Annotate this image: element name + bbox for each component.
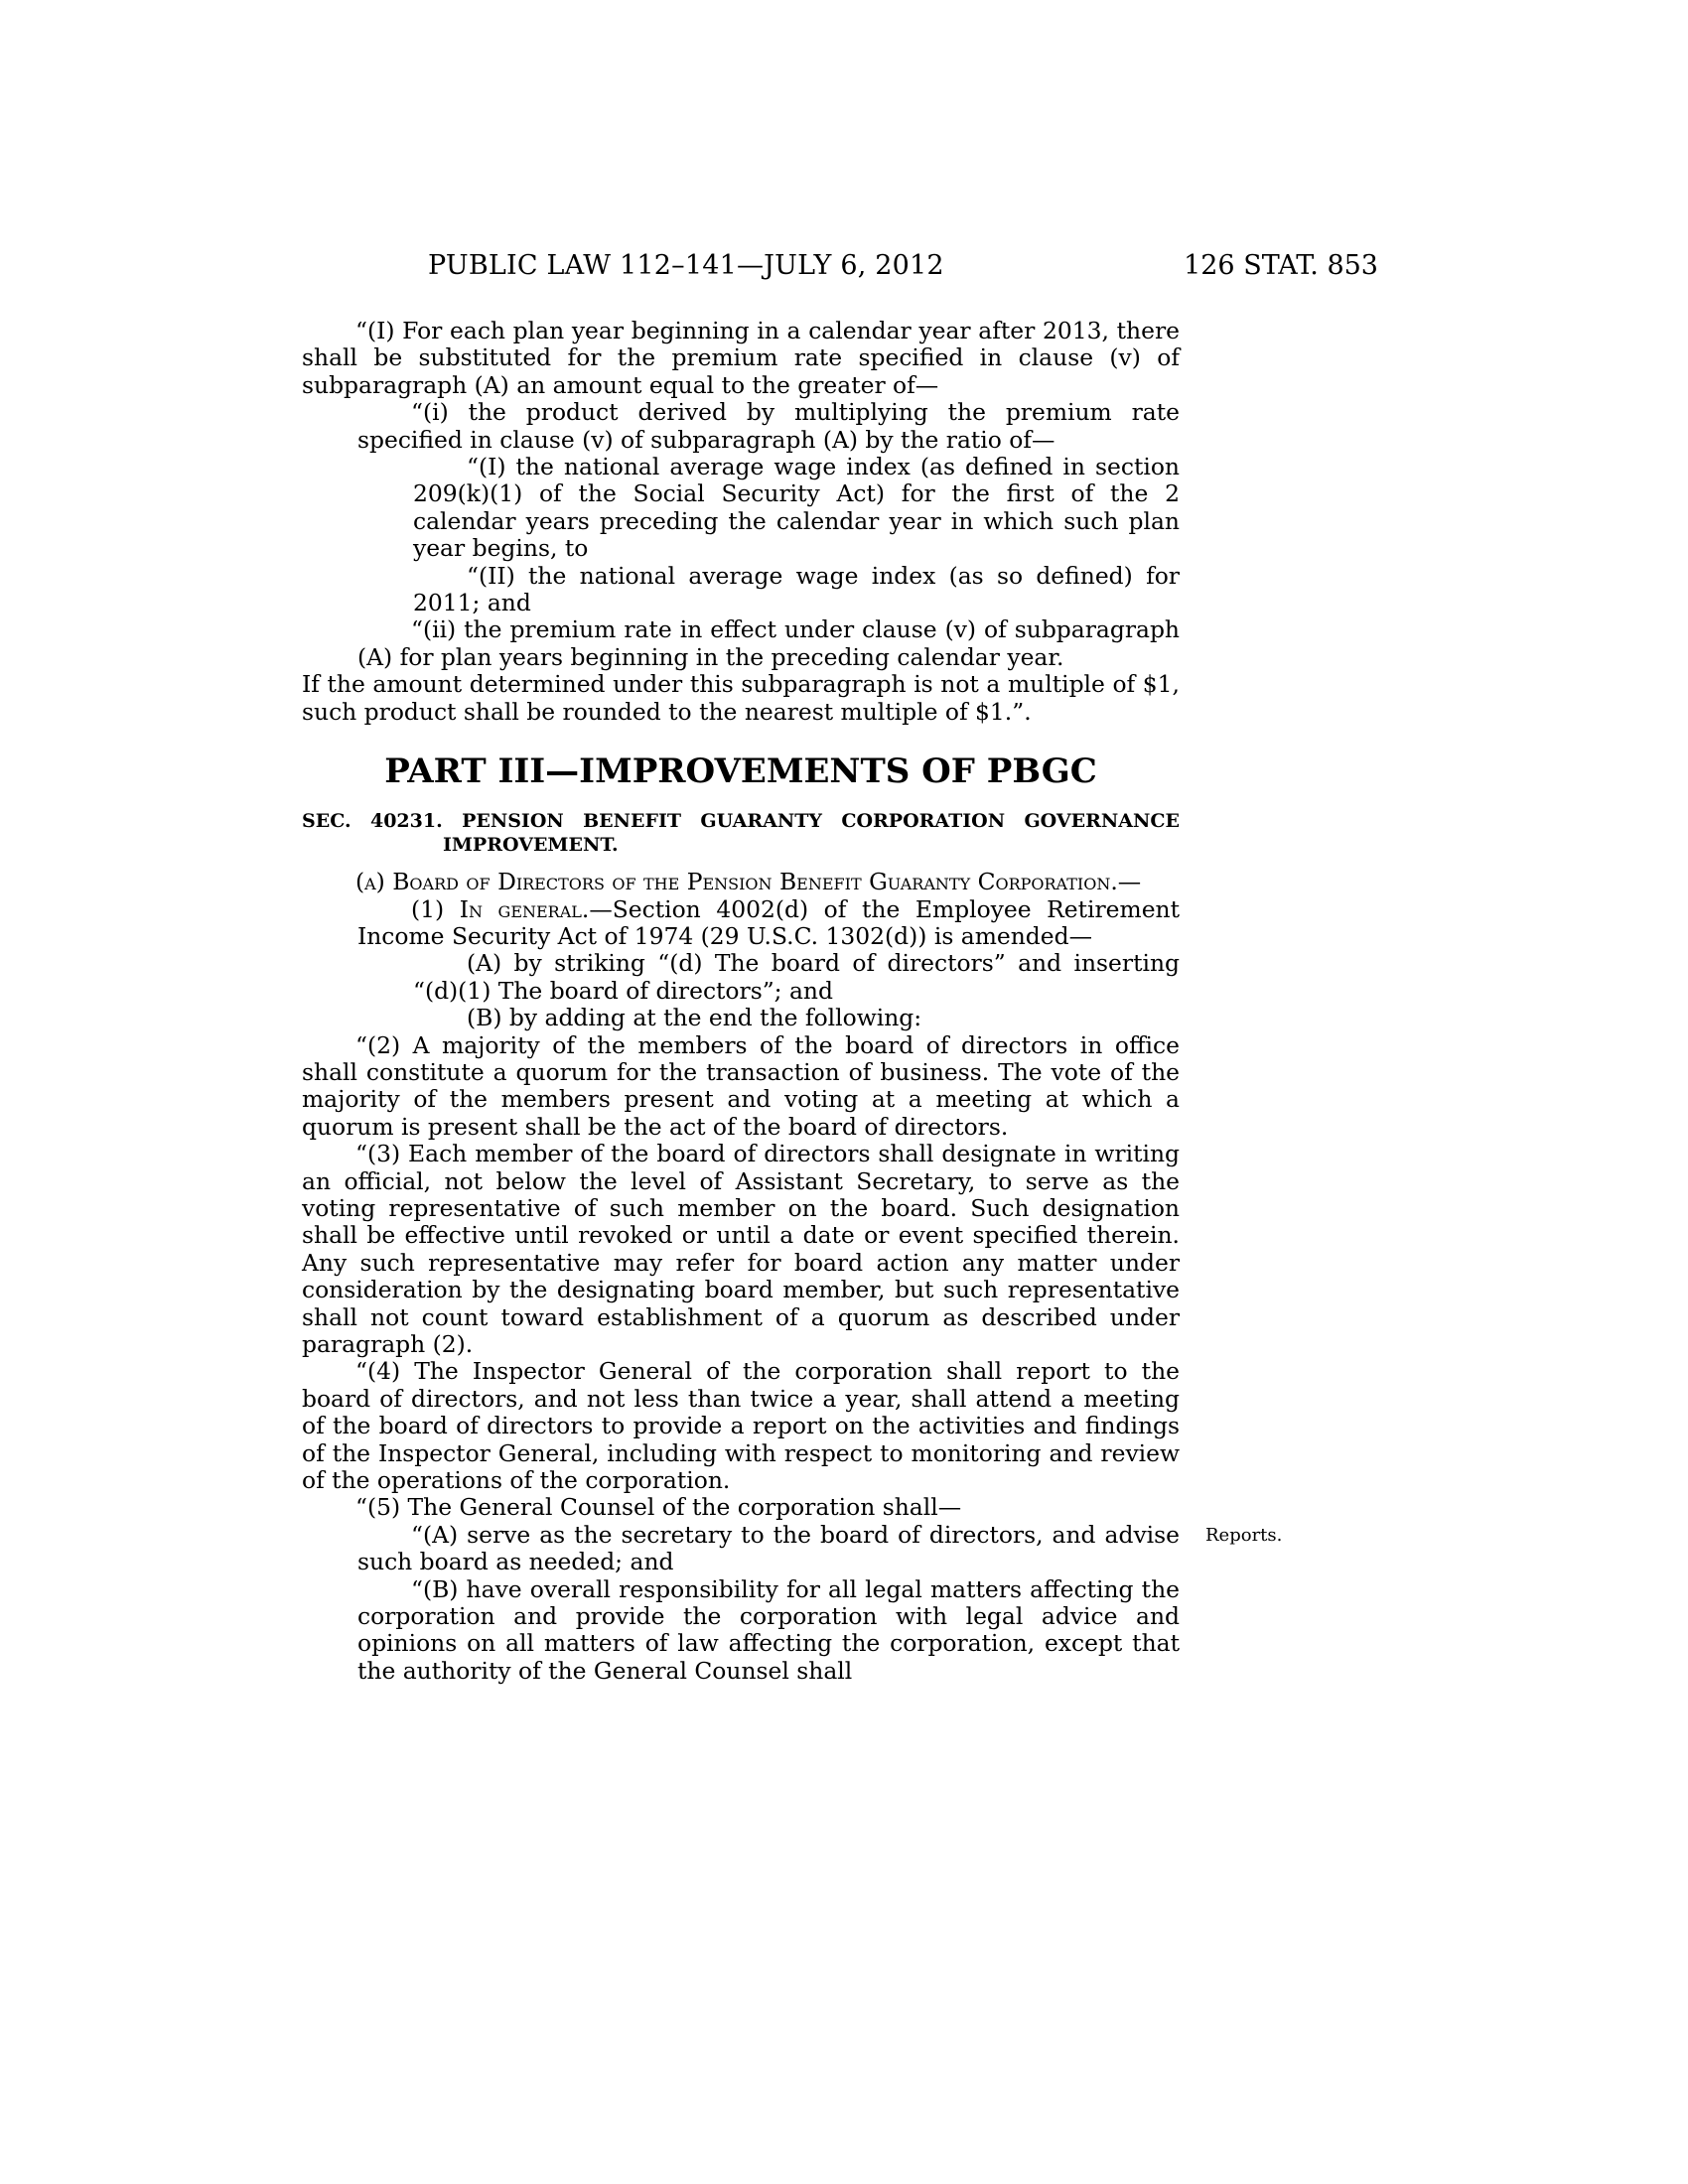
- margin-note-reports: Reports.: [1205, 1525, 1283, 1546]
- section-heading: SEC. 40231. PENSION BENEFIT GUARANTY CORPORATION GOVERNANCE IMPROVEMENT.: [302, 810, 1180, 857]
- paragraph-clause-ii: “(ii) the premium rate in effect under clause (v) of subparagraph (A) for plan years beginning in the preceding calendar year.: [357, 615, 1180, 671]
- document-body: [302, 318, 1180, 1685]
- paragraph-5-general-counsel: “(5) The General Counsel of the corporation shall—: [355, 1493, 962, 1522]
- paragraph-1A: (A) by striking “(d) The board of directors” and inserting “(d)(1) The board of directors”; and: [413, 949, 1180, 1005]
- paragraph-clause-i: “(i) the product derived by multiplying the premium rate specified in clause (v) of subparagraph (A) by the ratio of—: [357, 398, 1180, 454]
- paragraph-subclause-I: “(I) the national average wage index (as defined in section 209(k)(1) of the Social Security Act) for the first of the 2 calendar years preceding the calendar year in which such plan year begins, to: [413, 453, 1180, 563]
- subsection-a-title: (a) Board of Directors of the Pension Benefit Guaranty Corporation.—: [355, 868, 1142, 896]
- paragraph-3-representative: “(3) Each member of the board of directors shall designate in writing an official, not below the level of Assistant Secretary, to serve as the voting representative of such member on the board. Such designation shall be effective until revoked or until a date or event specified therein. Any such representative may refer for board action any matter under consideration by the designating board member, but such representative shall not count toward establishment of a quorum as described under paragraph (2).: [302, 1140, 1180, 1358]
- header-stat-page: 126 STAT. 853: [1184, 250, 1378, 281]
- paragraph-premium-substitution: “(I) For each plan year beginning in a calendar year after 2013, there shall be substituted for the premium rate specified in clause (v) of subparagraph (A) an amount equal to the greater of—: [302, 317, 1180, 399]
- paragraph-subclause-II: “(II) the national average wage index (as so defined) for 2011; and: [413, 561, 1180, 617]
- header-title: PUBLIC LAW 112–141—JULY 6, 2012: [428, 250, 944, 281]
- paragraph-5A: “(A) serve as the secretary to the board of directors, and advise such board as needed; and: [357, 1520, 1180, 1576]
- paragraph-1: [302, 896, 1180, 951]
- paragraph-1B: (B) by adding at the end the following:: [467, 1004, 922, 1032]
- paragraph-4-inspector-general: “(4) The Inspector General of the corporation shall report to the board of directors, and not less than twice a year, shall attend a meeting of the board of directors to provide a report on the activities and findings of the Inspector General, including with respect to monitoring and review of the operations of the corporation.: [302, 1357, 1180, 1495]
- paragraph-1-lead: (1) In general.: [411, 894, 590, 923]
- paragraph-2-quorum: “(2) A majority of the members of the board of directors in office shall constitute a quorum for the transaction of business. The vote of the majority of the members present and voting at a meeting at which a quorum is present shall be the act of the board of directors.: [302, 1030, 1180, 1141]
- paragraph-1-text: —Section 4002(d) of the Employee Retirement Income Security Act of 1974 (29 U.S.C. 1302(d)) is amended—: [357, 894, 1181, 950]
- paragraph-rounding-rule: If the amount determined under this subparagraph is not a multiple of $1, such product shall be rounded to the nearest multiple of $1.”.: [302, 670, 1180, 726]
- running-header: [302, 250, 1378, 290]
- part-heading: PART III—IMPROVEMENTS OF PBGC: [384, 751, 1097, 792]
- paragraph-5B: “(B) have overall responsibility for all legal matters affecting the corporation and provide the corporation with legal advice and opinions on all matters of law affecting the corporation, except that the authority of the General Counsel shall: [357, 1574, 1180, 1685]
